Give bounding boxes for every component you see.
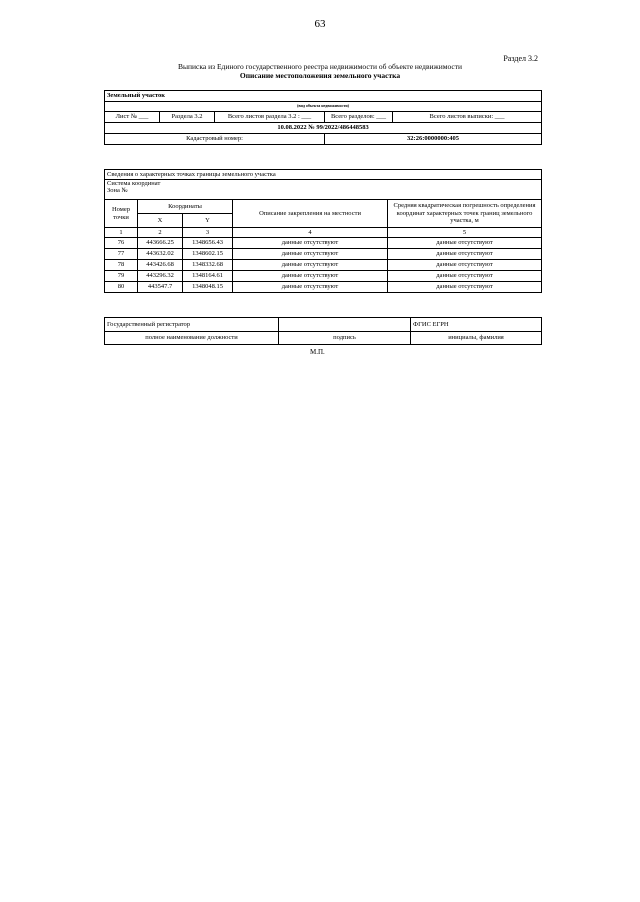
point-description: данные отсутствуют [233, 271, 388, 282]
point-y: 1348048.15 [183, 282, 233, 293]
boundary-points-table [104, 169, 542, 293]
point-error: данные отсутствуют [388, 260, 542, 271]
total-sheets-section: Всего листов раздела 3.2 : ___ [215, 112, 325, 123]
point-number: 79 [105, 271, 138, 282]
col-error: Средняя квадратическая погрешность определения координат характерных точек границ земельного участка, м [388, 200, 542, 228]
date-and-number: 10.08.2022 № 99/2022/486448583 [105, 123, 542, 134]
document-subtitle: Описание местоположения земельного участка [239, 71, 401, 80]
cadastral-number-label: Кадастровый номер: [105, 134, 325, 145]
point-error: данные отсутствуют [388, 282, 542, 293]
page-number: 63 [314, 18, 326, 30]
zone-number: Зона № [107, 187, 128, 195]
point-x: 443632.02 [138, 249, 183, 260]
section-number: Раздела 3.2 [160, 112, 215, 123]
col-number-1: 1 [105, 228, 138, 238]
col-number-2: 2 [138, 228, 183, 238]
point-description: данные отсутствуют [233, 260, 388, 271]
header-table [104, 90, 542, 145]
col-x: X [138, 214, 183, 228]
sheet-number: Лист № ___ [105, 112, 160, 123]
point-y: 1348656.43 [183, 238, 233, 249]
point-x: 443426.68 [138, 260, 183, 271]
point-error: данные отсутствуют [388, 271, 542, 282]
point-number: 78 [105, 260, 138, 271]
stamp-place: М.П. [310, 348, 325, 356]
col-point-number: Номер точки [105, 200, 138, 228]
point-x: 443666.25 [138, 238, 183, 249]
col-y: Y [183, 214, 233, 228]
object-type: Земельный участок [105, 91, 542, 102]
point-description: данные отсутствуют [233, 249, 388, 260]
cadastral-number-value: 32:26:0000000:405 [325, 134, 542, 145]
table-row [105, 282, 542, 293]
point-y: 1348164.61 [183, 271, 233, 282]
total-sections: Всего разделов: ___ [325, 112, 393, 123]
point-description: данные отсутствуют [233, 282, 388, 293]
point-x: 443296.32 [138, 271, 183, 282]
point-y: 1348602.15 [183, 249, 233, 260]
point-number: 77 [105, 249, 138, 260]
coordinate-system-block [105, 180, 542, 200]
point-number: 76 [105, 238, 138, 249]
col-description: Описание закрепления на местности [233, 200, 388, 228]
document-title: Выписка из Единого государственного реестра недвижимости об объекте недвижимости [177, 62, 463, 71]
col-number-5: 5 [388, 228, 542, 238]
signature-field [279, 318, 411, 332]
caption-initials: инициалы, фамилия [411, 332, 542, 345]
table-row [105, 249, 542, 260]
col-number-4: 4 [233, 228, 388, 238]
table-row [105, 271, 542, 282]
total-sheets-extract: Всего листов выписки: ___ [393, 112, 542, 123]
point-description: данные отсутствуют [233, 238, 388, 249]
signature-table [104, 317, 542, 345]
object-type-caption: (вид объекта недвижимости) [105, 102, 542, 112]
point-error: данные отсутствуют [388, 249, 542, 260]
section-label: Раздел 3.2 [503, 54, 538, 63]
table-row [105, 260, 542, 271]
point-number: 80 [105, 282, 138, 293]
col-number-3: 3 [183, 228, 233, 238]
registrar-org: ФГИС ЕГРН [411, 318, 542, 332]
coordinate-system: Система координат [107, 180, 161, 187]
point-x: 443547.7 [138, 282, 183, 293]
caption-position: полное наименование должности [105, 332, 279, 345]
table-row [105, 238, 542, 249]
caption-signature: подпись [279, 332, 411, 345]
col-coordinates: Координаты [138, 200, 233, 214]
point-error: данные отсутствуют [388, 238, 542, 249]
point-y: 1348332.68 [183, 260, 233, 271]
points-table-caption: Сведения о характерных точках границы земельного участка [105, 170, 542, 180]
registrar-position: Государственный регистратор [105, 318, 279, 332]
